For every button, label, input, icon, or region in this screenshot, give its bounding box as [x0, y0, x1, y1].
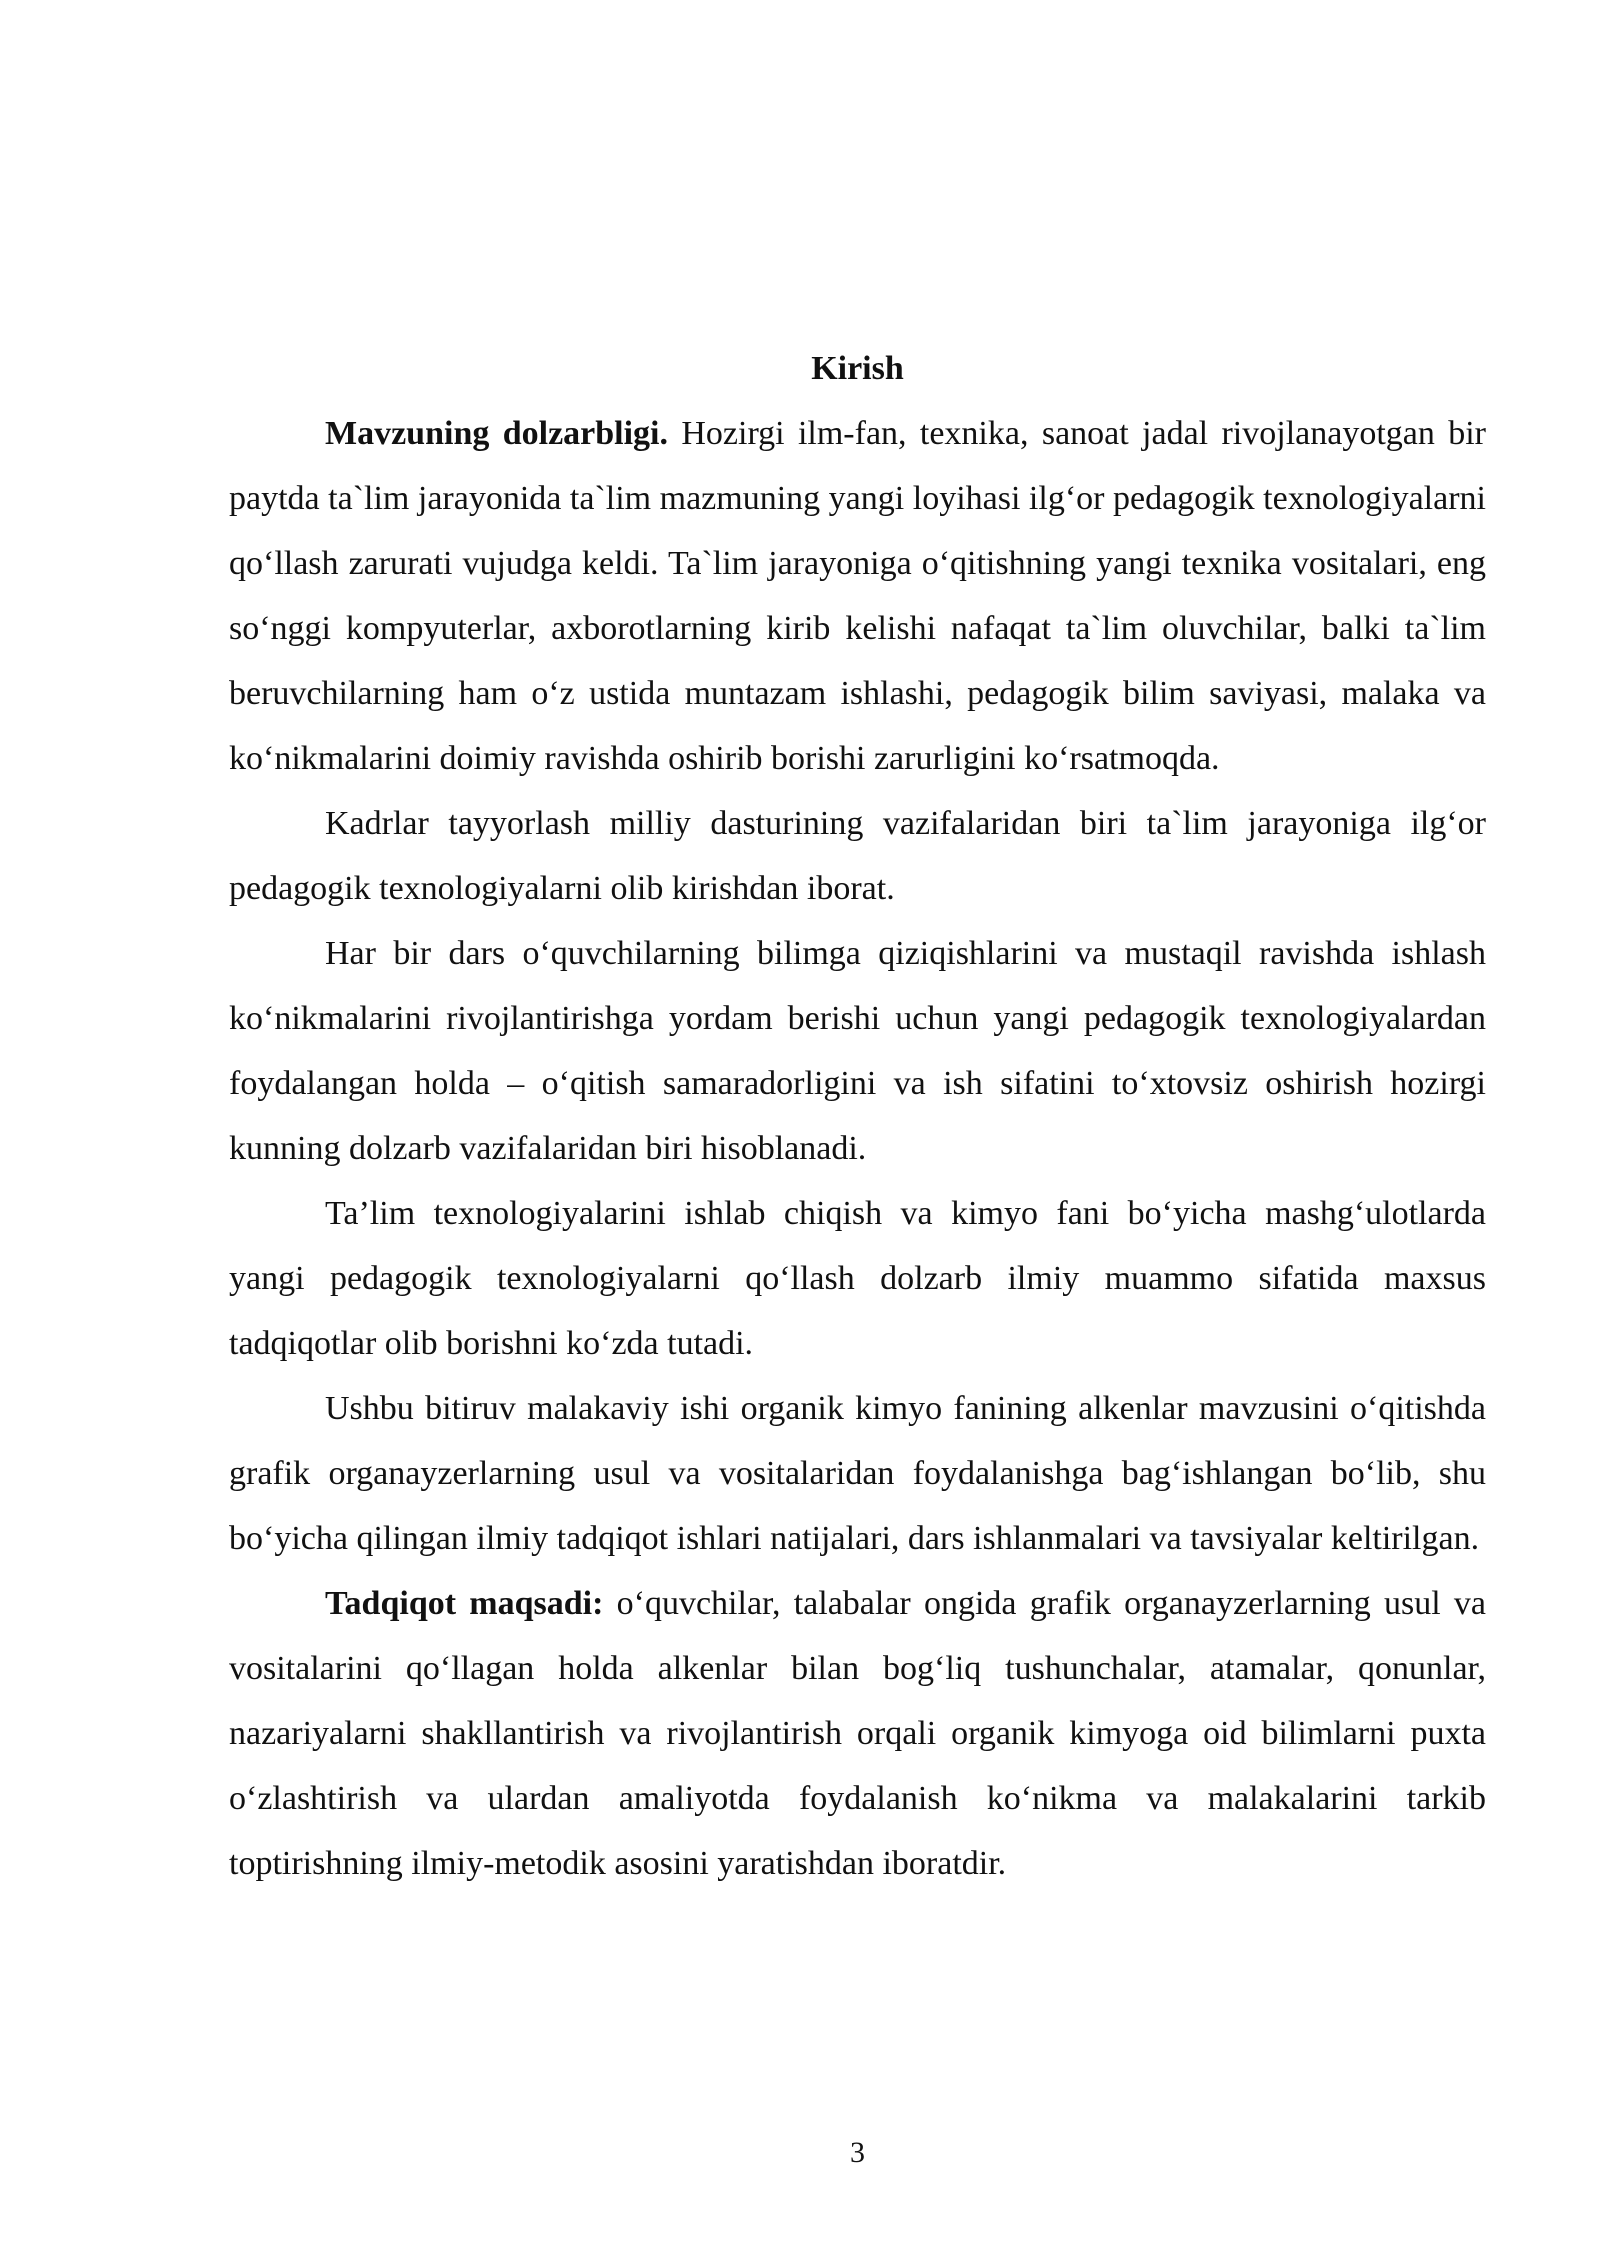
body-text [229, 401, 1486, 1896]
paragraph-text-thesis: Ushbu bitiruv malakaviy ishi organik kimyo fanining alkenlar mavzusini o‘qitishda grafik organayzerlarning usul va vositalaridan foydalanishga bag‘ishlangan bo‘lib, shu bo‘yicha qilingan ilmiy tadqiqot ishlari natijalari, dars ishlanmalari va tavsiyalar keltirilgan. [229, 1390, 1486, 1557]
paragraph-text-technologies: Ta’lim texnologiyalarini ishlab chiqish va kimyo fani bo‘yicha mashg‘ulotlarda yangi pedagogik texnologiyalarni qo‘llash dolzarb ilmiy muammo sifatida maxsus tadqiqotlar olib borishni ko‘zda tutadi. [229, 1195, 1486, 1362]
paragraph-lead-research-goal: Tadqiqot maqsadi: [325, 1585, 604, 1622]
paragraph-technologies [229, 1181, 1486, 1376]
paragraph-text-research-goal: o‘quvchilar, talabalar ongida grafik organayzerlarning usul va vositalarini qo‘llagan holda alkenlar bilan bog‘liq tushunchalar, atamalar, qonunlar, nazariyalarni shakllantirish va rivojlantirish orqali organik kimyoga oid bilimlarni puxta o‘zlashtirish va ulardan amaliyotda foydalanish ko‘nikma va malakalarini tarkib toptirishning ilmiy-metodik asosini yaratishdan iboratdir. [229, 1585, 1486, 1882]
paragraph-text-lessons: Har bir dars o‘quvchilarning bilimga qiziqishlarini va mustaqil ravishda ishlash ko‘nikmalarini rivojlantirishga yordam berishi uchun yangi pedagogik texnologiyalardan foydalangan holda – o‘qitish samaradorligini va ish sifatini to‘xtovsiz oshirish hozirgi kunning dolzarb vazifalaridan biri hisoblanadi. [229, 935, 1486, 1167]
paragraph-lessons [229, 921, 1486, 1181]
paragraph-text-personnel: Kadrlar tayyorlash milliy dasturining vazifalaridan biri ta`lim jarayoniga ilg‘or pedagogik texnologiyalarni olib kirishdan iborat. [229, 805, 1486, 907]
paragraph-lead-relevance: Mavzuning dolzarbligi. [325, 415, 668, 452]
paragraph-text-relevance: Hozirgi ilm-fan, texnika, sanoat jadal rivojlanayotgan bir paytda ta`lim jarayonida ta`lim mazmuning yangi loyihasi ilg‘or pedagogik texnologiyalarni qo‘llash zarurati vujudga keldi. Ta`lim jarayoniga o‘qitishning yangi texnika vositalari, eng so‘nggi kompyuterlar, axborotlarning kirib kelishi nafaqat ta`lim oluvchilar, balki ta`lim beruvchilarning ham o‘z ustida muntazam ishlashi, pedagogik bilim saviyasi, malaka va ko‘nikmalarini doimiy ravishda oshirib borishi zarurligini ko‘rsatmoqda. [229, 415, 1486, 777]
paragraph-personnel [229, 791, 1486, 921]
page-title: Kirish [811, 350, 904, 387]
page-number: 3 [850, 2136, 865, 2169]
paragraph-relevance [229, 401, 1486, 791]
paragraph-thesis [229, 1376, 1486, 1571]
paragraph-research-goal [229, 1571, 1486, 1896]
